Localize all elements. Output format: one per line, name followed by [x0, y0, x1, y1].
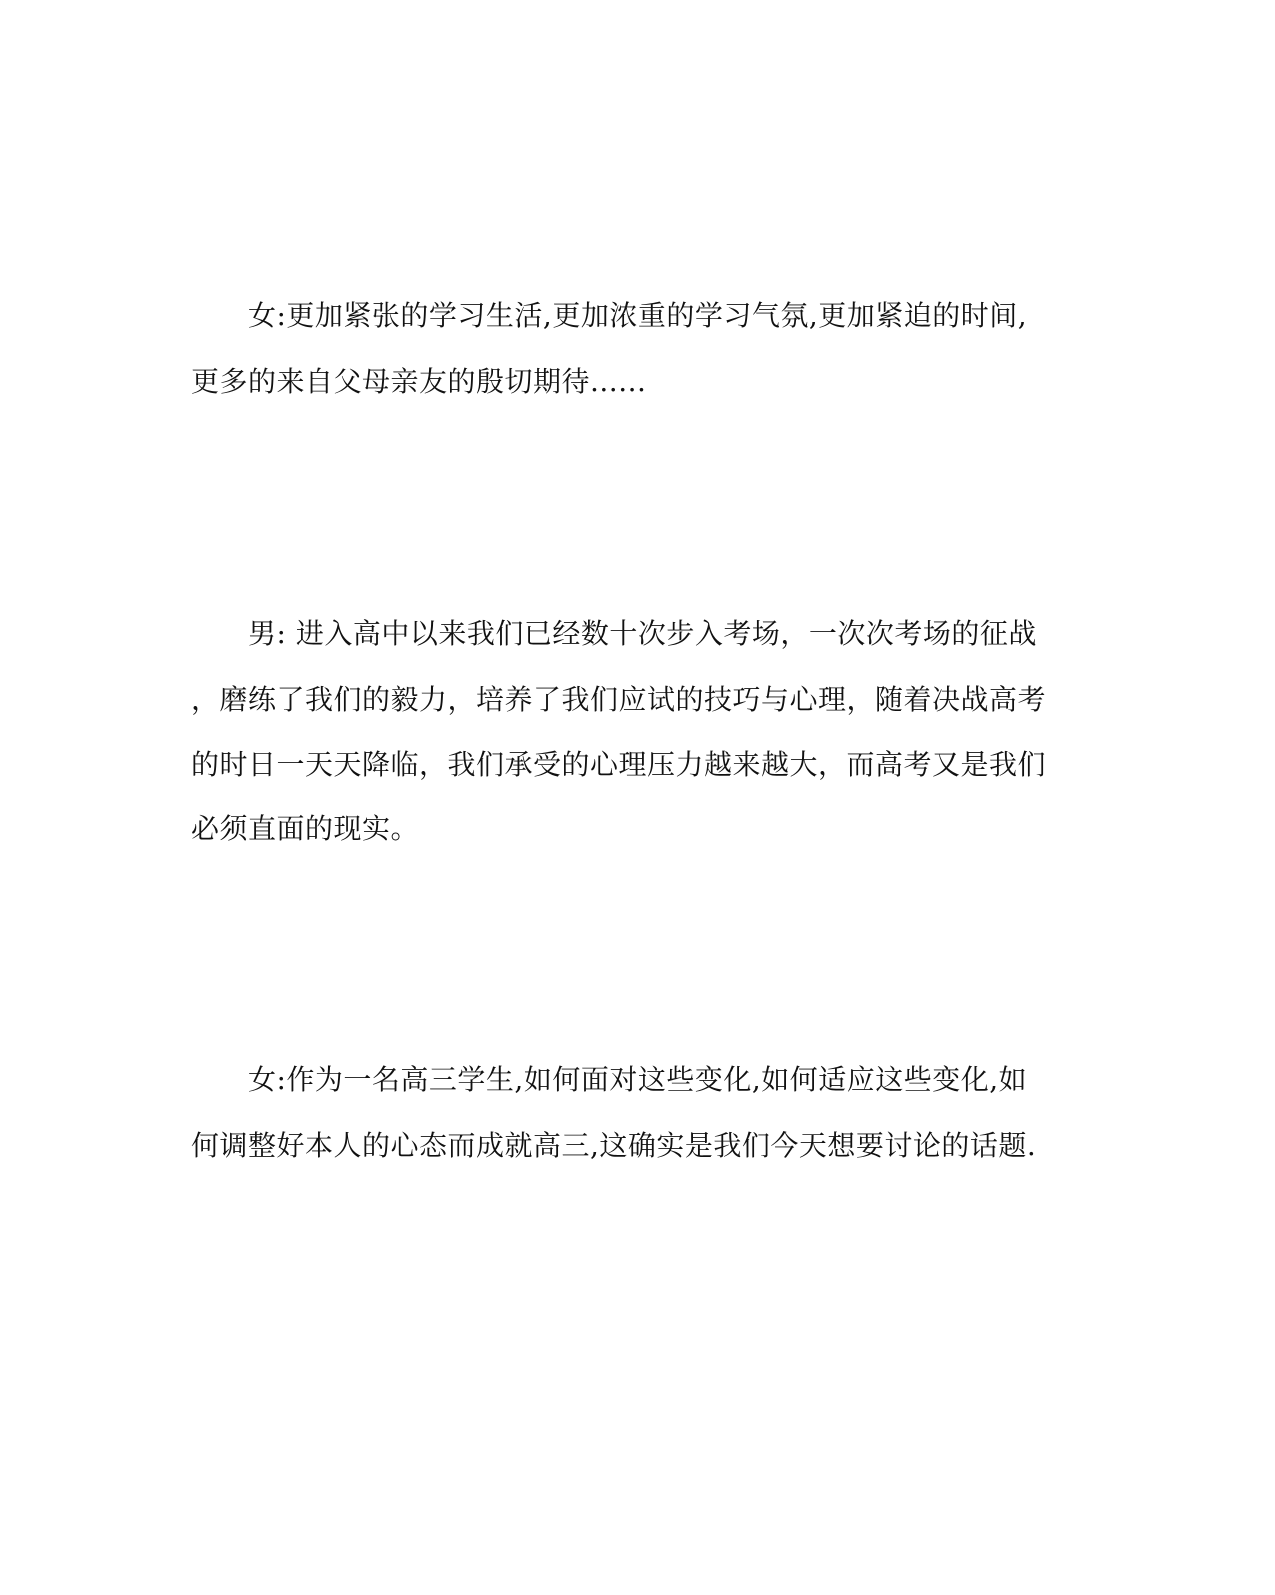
- paragraph-line: 必须直面的现实。: [191, 812, 420, 845]
- paragraph-line: 何调整好本人的心态而成就高三,这确实是我们今天想要讨论的话题.: [191, 1129, 1037, 1162]
- paragraph-line: 女:更加紧张的学习生活,更加浓重的学习气氛,更加紧迫的时间,: [248, 299, 1028, 332]
- paragraph-line: 更多的来自父母亲友的殷切期待......: [191, 365, 647, 398]
- paragraph-line: 的时日一天天降临，我们承受的心理压力越来越大，而高考又是我们: [191, 748, 1047, 781]
- paragraph-line: 女:作为一名高三学生,如何面对这些变化,如何适应这些变化,如: [248, 1063, 1028, 1096]
- paragraph-line: 男: 进入高中以来我们已经数十次步入考场，一次次考场的征战: [248, 617, 1037, 650]
- paragraph-line: ，磨练了我们的毅力，培养了我们应试的技巧与心理，随着决战高考: [191, 683, 1047, 716]
